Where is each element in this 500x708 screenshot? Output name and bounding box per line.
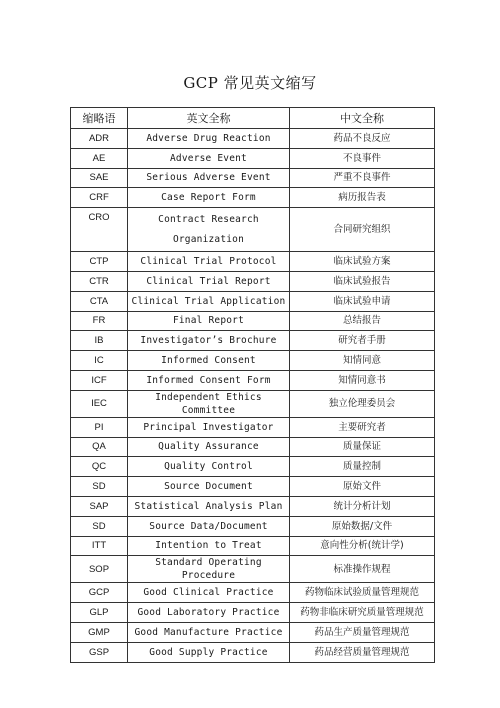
chinese-name-cell: 严重不良事件 [290,168,435,188]
chinese-name-cell: 标准操作规程 [290,556,435,583]
table-row [71,516,435,536]
table-header-row [71,108,435,129]
table-row [71,148,435,168]
table-row [71,417,435,437]
table-row [71,252,435,272]
abbreviation-cell: SAP [71,496,128,516]
english-name-cell: Principal Investigator [128,417,290,437]
english-name-cell: Final Report [128,311,290,331]
abbreviation-cell: GLP [71,603,128,623]
chinese-name-cell: 临床试验申请 [290,291,435,311]
abbreviation-cell: GSP [71,642,128,662]
english-name-cell: Quality Control [128,457,290,477]
chinese-name-cell: 药品生产质量管理规范 [290,622,435,642]
table-row [71,536,435,556]
table-row [71,351,435,371]
chinese-name-cell: 主要研究者 [290,417,435,437]
abbreviation-cell: CTA [71,291,128,311]
table-row [71,331,435,351]
english-name-cell: Informed Consent Form [128,370,290,390]
chinese-name-cell: 药品经营质量管理规范 [290,642,435,662]
document-title: GCP 常见英文缩写 [183,74,317,92]
english-name-cell: Good Supply Practice [128,642,290,662]
chinese-name-cell: 药物临床试验质量管理规范 [290,583,435,603]
english-name-cell: Clinical Trial Report [128,271,290,291]
table-row [71,188,435,208]
table-row [71,603,435,623]
table-row [71,642,435,662]
table-row [71,390,435,417]
table-row [71,168,435,188]
english-name-cell: Adverse Drug Reaction [128,129,290,149]
abbreviation-cell: SAE [71,168,128,188]
table-row [71,271,435,291]
table-row [71,311,435,331]
abbreviation-cell: GMP [71,622,128,642]
abbreviation-cell: SD [71,516,128,536]
chinese-name-cell: 统计分析计划 [290,496,435,516]
abbreviation-cell: SOP [71,556,128,583]
table-row [71,291,435,311]
header-abbreviation: 缩略语 [71,108,128,129]
abbreviation-cell: IB [71,331,128,351]
header-english-name: 英文全称 [128,108,290,129]
table-row [71,583,435,603]
chinese-name-cell: 病历报告表 [290,188,435,208]
table-row [71,622,435,642]
header-chinese-name: 中文全称 [290,108,435,129]
english-name-cell: Quality Assurance [128,437,290,457]
table-row [71,370,435,390]
abbreviation-cell: PI [71,417,128,437]
chinese-name-cell: 原始文件 [290,477,435,497]
chinese-name-cell: 总结报告 [290,311,435,331]
abbreviation-cell: CRF [71,188,128,208]
chinese-name-cell: 药物非临床研究质量管理规范 [290,603,435,623]
abbreviation-cell: ITT [71,536,128,556]
english-name-cell: Clinical Trial Application [128,291,290,311]
chinese-name-cell: 研究者手册 [290,331,435,351]
abbreviation-cell: IC [71,351,128,371]
english-name-cell: Adverse Event [128,148,290,168]
chinese-name-cell: 药品不良反应 [290,129,435,149]
table-row [71,556,435,583]
english-name-cell: Contract Research Organization [128,208,290,252]
abbreviation-cell: GCP [71,583,128,603]
chinese-name-cell: 不良事件 [290,148,435,168]
chinese-name-cell: 质量控制 [290,457,435,477]
english-name-cell: Source Data/Document [128,516,290,536]
chinese-name-cell: 独立伦理委员会 [290,390,435,417]
abbreviation-cell: AE [71,148,128,168]
english-name-cell: Case Report Form [128,188,290,208]
chinese-name-cell: 临床试验方案 [290,252,435,272]
table-row [71,457,435,477]
abbreviation-cell: FR [71,311,128,331]
chinese-name-cell: 质量保证 [290,437,435,457]
chinese-name-cell: 合同研究组织 [290,208,435,252]
chinese-name-cell: 意向性分析(统计学) [290,536,435,556]
abbreviation-cell: CTP [71,252,128,272]
abbreviation-cell: ADR [71,129,128,149]
english-name-cell: Independent Ethics Committee [128,390,290,417]
english-name-cell: Intention to Treat [128,536,290,556]
table-row [71,496,435,516]
english-name-cell: Good Laboratory Practice [128,603,290,623]
english-name-cell: Standard Operating Procedure [128,556,290,583]
chinese-name-cell: 原始数据/文件 [290,516,435,536]
english-name-cell: Good Manufacture Practice [128,622,290,642]
table-row [71,437,435,457]
english-name-cell: Clinical Trial Protocol [128,252,290,272]
english-name-cell: Investigator’s Brochure [128,331,290,351]
english-name-cell: Statistical Analysis Plan [128,496,290,516]
english-name-cell: Informed Consent [128,351,290,371]
table-body [71,129,435,663]
english-name-cell: Source Document [128,477,290,497]
table-row [71,208,435,252]
chinese-name-cell: 知情同意 [290,351,435,371]
chinese-name-cell: 知情同意书 [290,370,435,390]
abbreviation-cell: QC [71,457,128,477]
abbreviation-cell: IEC [71,390,128,417]
english-name-cell: Good Clinical Practice [128,583,290,603]
table-row [71,129,435,149]
table-row [71,477,435,497]
abbreviation-cell: CTR [71,271,128,291]
abbreviation-cell: CRO [71,208,128,252]
abbreviation-cell: QA [71,437,128,457]
abbreviation-table [70,107,435,663]
english-name-cell: Serious Adverse Event [128,168,290,188]
abbreviation-cell: SD [71,477,128,497]
chinese-name-cell: 临床试验报告 [290,271,435,291]
abbreviation-cell: ICF [71,370,128,390]
